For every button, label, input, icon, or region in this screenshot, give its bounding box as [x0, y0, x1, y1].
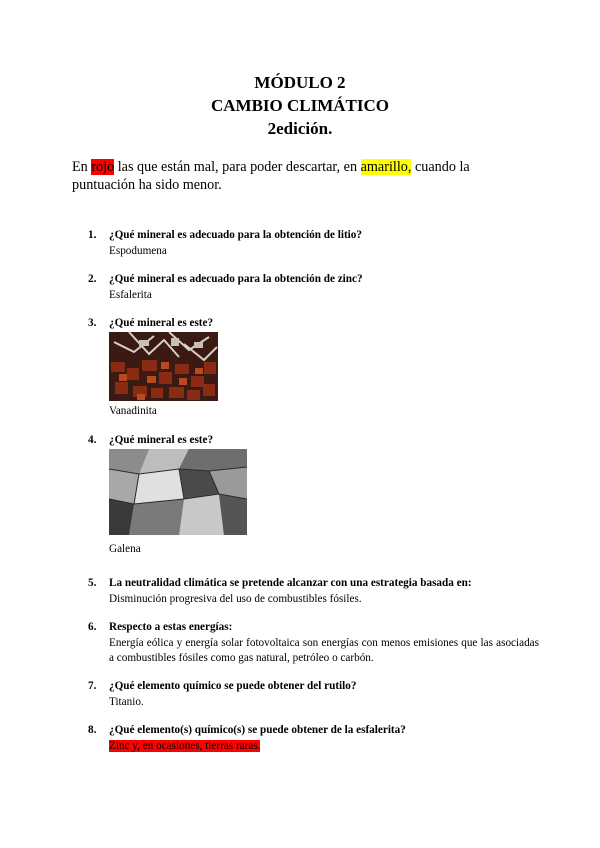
question-number: 6. [88, 621, 97, 633]
question-item-1 [88, 229, 538, 261]
answer-text: Galena [109, 543, 141, 555]
question-number: 7. [88, 680, 97, 692]
intro-text-3: cuando la puntuación ha sido menor. [72, 159, 470, 193]
wrong-answer-text: Zinc y, en ocasiones, tierras raras. [109, 740, 261, 752]
question-item-7 [88, 680, 538, 712]
question-item-3 [88, 317, 538, 423]
intro-text-1: En [72, 159, 92, 175]
vanadinite-photo [109, 332, 218, 404]
question-text: ¿Qué mineral es adecuado para la obtención de litio? [109, 229, 362, 241]
question-item-4 [88, 434, 538, 558]
question-item-2 [88, 273, 538, 305]
question-number: 3. [88, 317, 97, 329]
document-title [0, 71, 600, 140]
question-text: ¿Qué mineral es adecuado para la obtención de zinc? [109, 273, 363, 285]
question-text: Respecto a estas energías: [109, 621, 233, 633]
question-number: 8. [88, 724, 97, 736]
answer-text: Esfalerita [109, 289, 152, 301]
question-number: 4. [88, 434, 97, 446]
intro-paragraph [72, 158, 532, 194]
question-item-8 [88, 724, 538, 756]
answer-text: Disminución progresiva del uso de combustibles fósiles. [109, 593, 362, 605]
title-line-topic: CAMBIO CLIMÁTICO [210, 96, 390, 115]
galena-photo [109, 449, 247, 538]
question-number: 2. [88, 273, 97, 285]
answer-text: Vanadinita [109, 405, 157, 417]
question-number: 1. [88, 229, 97, 241]
answer-text: Energía eólica y energía solar fotovoltaica son energías con menos emisiones que las asociadas a combustibles fósiles como gas natural, petróleo o carbón. [109, 637, 539, 664]
red-highlight-word: rojo [91, 159, 115, 175]
question-text: La neutralidad climática se pretende alcanzar con una estrategia basada en: [109, 577, 472, 589]
intro-text-2: las que están mal, para poder descartar, en [114, 159, 361, 175]
title-line-edition: 2edición. [267, 119, 333, 138]
title-line-module: MÓDULO 2 [254, 73, 346, 92]
question-text: ¿Qué mineral es este? [109, 317, 214, 329]
answer-text: Titanio. [109, 696, 144, 708]
question-item-6 [88, 621, 538, 669]
question-text: ¿Qué elemento(s) químico(s) se puede obtener de la esfalerita? [109, 724, 406, 736]
yellow-highlight-word: amarillo, [360, 159, 412, 175]
answer-wrapper [109, 739, 260, 754]
question-text: ¿Qué elemento químico se puede obtener del rutilo? [109, 680, 357, 692]
question-text: ¿Qué mineral es este? [109, 434, 214, 446]
answer-text: Espodumena [109, 245, 167, 257]
question-number: 5. [88, 577, 97, 589]
question-item-5 [88, 577, 538, 609]
